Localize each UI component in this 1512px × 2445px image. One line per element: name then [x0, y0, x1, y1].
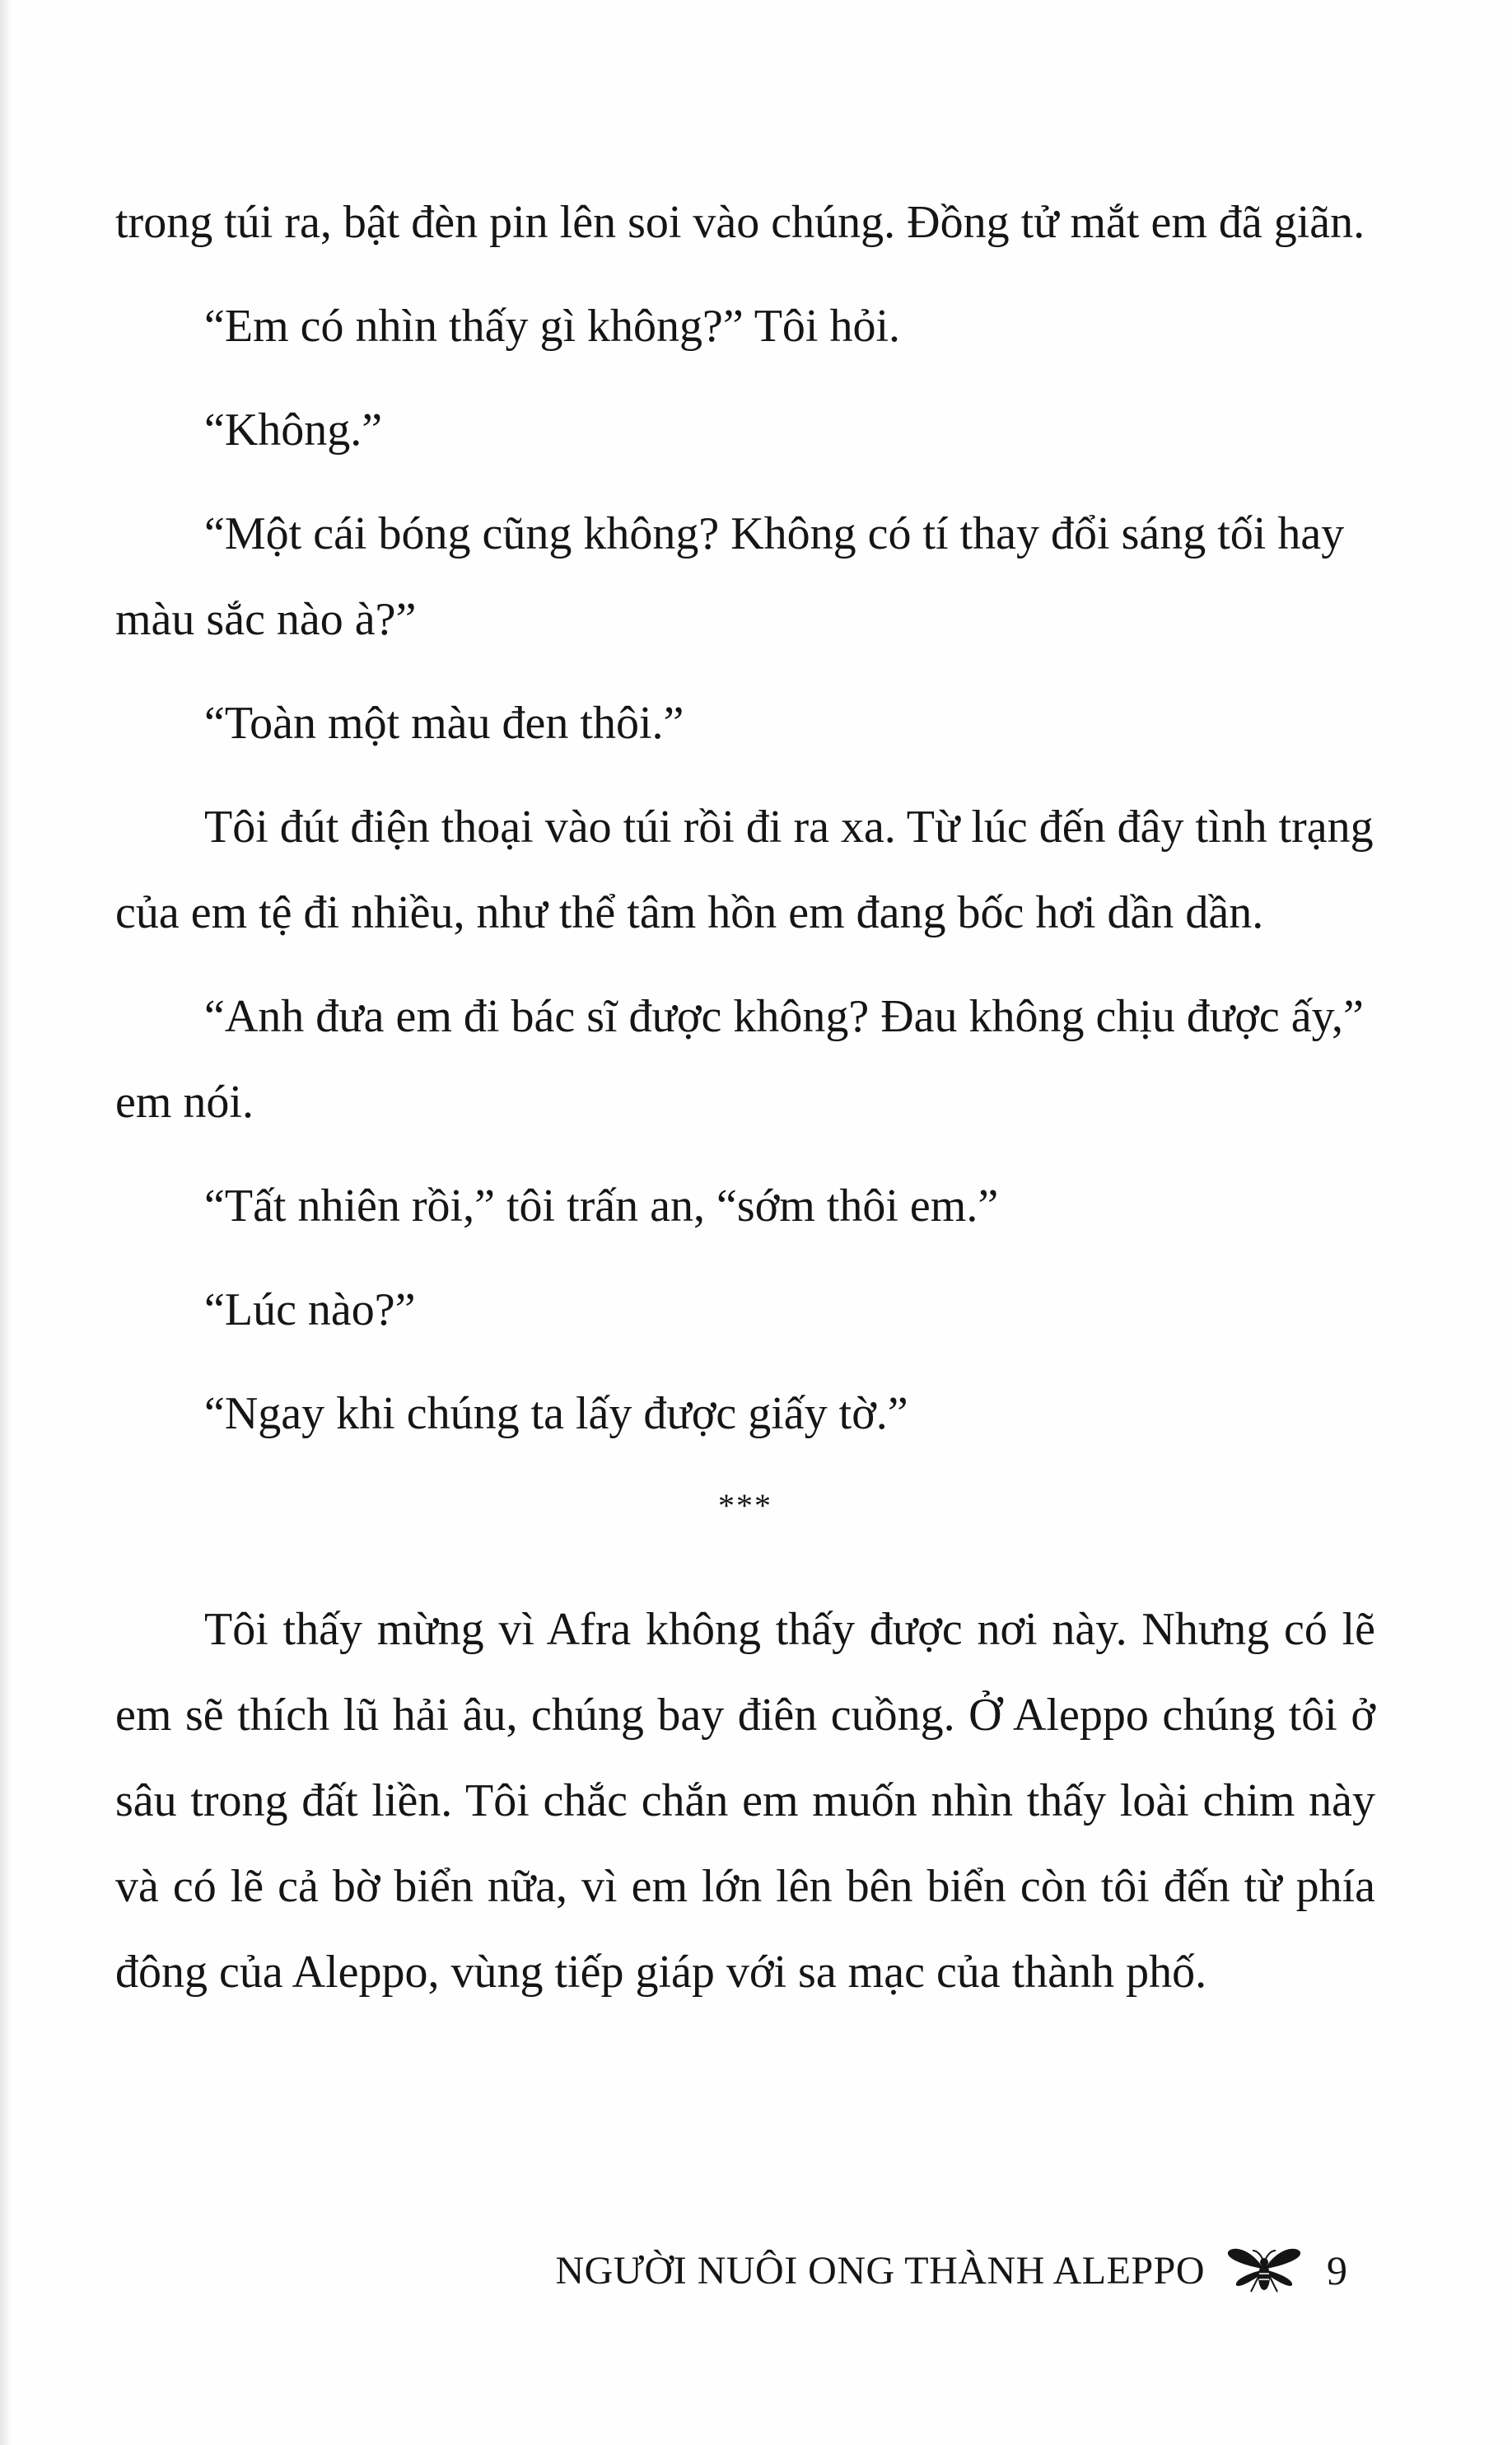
bee-icon [1225, 2242, 1304, 2298]
running-title: NGƯỜI NUÔI ONG THÀNH ALEPPO [555, 2248, 1205, 2293]
body-text [115, 180, 1375, 2015]
paragraph: “Ngay khi chúng ta lấy được giấy tờ.” [204, 1388, 908, 1439]
paragraph: “Em có nhìn thấy gì không?” Tôi hỏi. [204, 301, 901, 352]
paragraph: “Một cái bóng cũng không? Không có tí thay đổi sáng tối hay màu sắc nào à?” [115, 508, 1345, 645]
page-number: 9 [1327, 2247, 1347, 2293]
paragraph: “Toàn một màu đen thôi.” [204, 698, 684, 749]
paragraph: trong túi ra, bật đèn pin lên soi vào chúng. Đồng tử mắt em đã giãn. [115, 197, 1365, 248]
paragraph: “Anh đưa em đi bác sĩ được không? Đau không chịu được ấy,” em nói. [115, 991, 1364, 1128]
paragraph: “Tất nhiên rồi,” tôi trấn an, “sớm thôi em.” [204, 1180, 999, 1232]
paragraph: “Lúc nào?” [204, 1284, 416, 1335]
page-footer [555, 2237, 1347, 2303]
paragraph: Tôi đút điện thoại vào túi rồi đi ra xa. Từ lúc đến đây tình trạng của em tệ đi nhiều, như thể tâm hồn em đang bốc hơi dần dần. [115, 802, 1374, 938]
page-binding-edge [0, 0, 12, 2445]
paragraph: “Không.” [204, 404, 383, 456]
final-paragraph: Tôi thấy mừng vì Afra không thấy được nơi này. Nhưng có lẽ em sẽ thích lũ hải âu, chúng bay điên cuồng. Ở Aleppo chúng tôi ở sâu trong đất liền. Tôi chắc chắn em muốn nhìn thấy loài chim này và có lẽ cả bờ biển nữa, vì em lớn lên bên biển còn tôi đến từ phía đông của Aleppo, vùng tiếp giáp với sa mạc của thành phố. [115, 1604, 1375, 1998]
section-separator: *** [718, 1487, 772, 1524]
